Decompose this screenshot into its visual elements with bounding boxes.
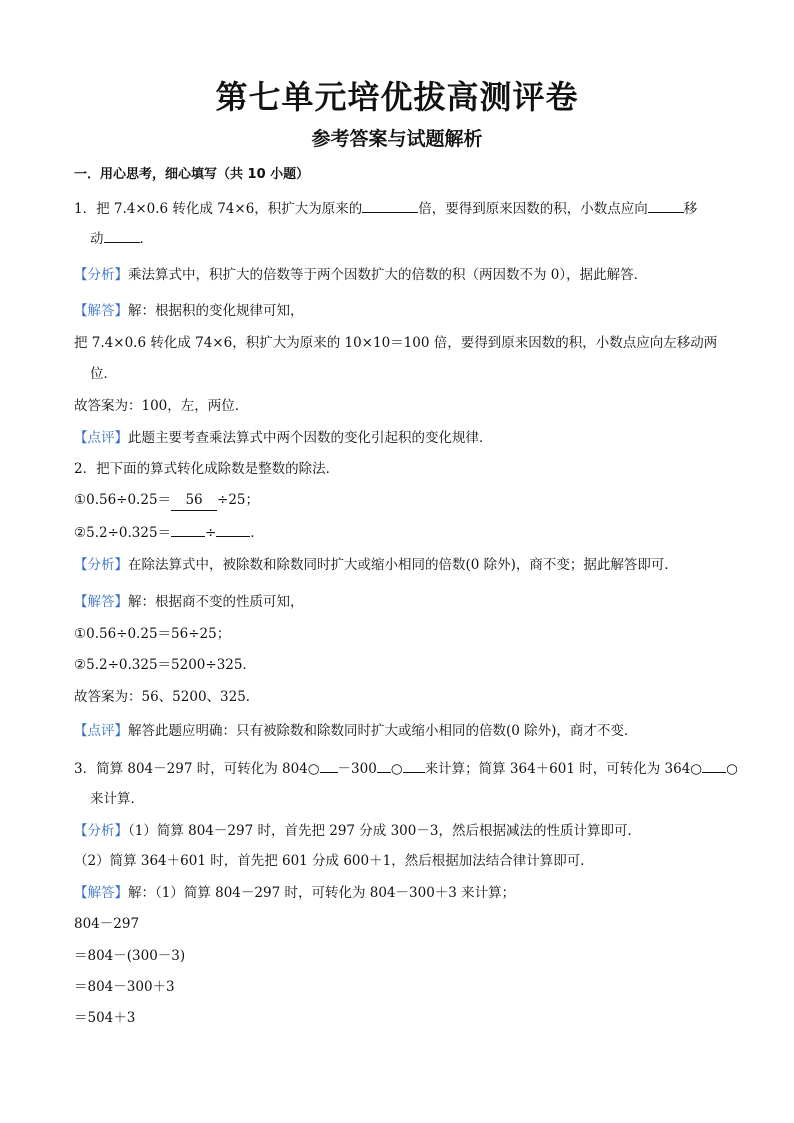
question-2-solution-line: ①0.56÷0.25＝56÷25； [74,626,231,642]
question-2-item-2: ②5.2÷0.325＝ ÷ ． [74,522,734,543]
page-subtitle: 参考答案与试题解析 [311,128,483,150]
question-3-solution: 【解答】解：（1）简算 804－297 时，可转化为 804－300＋3 来计算； [74,885,516,901]
question-2-answer: 故答案为：56、5200、325． [74,689,260,705]
question-1-analysis: 【分析】乘法算式中，积扩大的倍数等于两个因数扩大的倍数的积（两因数不为 0），据此解答． [74,267,648,283]
question-3-analysis-line: （2）简算 364＋601 时，首先把 601 分成 600＋1，然后根据加法结合律计算即可． [74,853,594,869]
answer-blank[interactable] [702,758,726,773]
question-1-stem-cont: 动 ． [90,228,750,249]
solution-tag: 【解答】 [74,594,128,610]
calculation-step: ＝504＋3 [74,1010,136,1026]
solution-tag: 【解答】 [74,885,128,901]
analysis-tag: 【分析】 [74,557,128,573]
answer-blank[interactable] [171,522,205,537]
page-title: 第七单元培优拔高测评卷 [215,78,579,116]
section-heading: 一．用心思考，细心填写（共 10 小题） [74,167,310,182]
answer-blank[interactable] [320,758,338,773]
comment-tag: 【点评】 [74,430,128,446]
question-1-solution: 【解答】解：根据积的变化规律可知， [74,303,304,319]
answer-blank[interactable] [403,758,425,773]
answer-blank[interactable] [104,228,140,243]
question-2-stem: 2．把下面的算式转化成除数是整数的除法． [74,461,340,477]
question-2-solution-line: ②5.2÷0.325＝5200÷325． [74,657,256,673]
question-1-comment: 【点评】此题主要考查乘法算式中两个因数的变化引起积的变化规律． [74,430,493,446]
question-2-solution: 【解答】解：根据商不变的性质可知， [74,594,304,610]
solution-tag: 【解答】 [74,303,128,319]
calculation-step: ＝804－300＋3 [74,979,175,995]
question-1-stem: 1．把 7.4×0.6 转化成 74×6，积扩大为原来的 倍，要得到原来因数的积，小数点应向 移 [74,198,734,219]
comment-tag: 【点评】 [74,723,128,739]
filled-answer[interactable]: 56 [171,490,217,511]
question-3-stem-cont: 来计算． [90,791,144,807]
calculation-step: ＝804－(300－3) [74,948,186,964]
question-2-analysis: 【分析】在除法算式中，被除数和除数同时扩大或缩小相同的倍数(0 除外)，商不变；据此解答即可． [74,557,678,573]
analysis-tag: 【分析】 [74,823,128,839]
question-1-solution-line: 位． [90,366,117,382]
answer-blank[interactable] [648,198,684,213]
answer-blank[interactable] [362,198,418,213]
question-2-comment: 【点评】解答此题应明确：只有被除数和除数同时扩大或缩小相同的倍数(0 除外)，商才不变． [74,723,638,739]
question-1-answer: 故答案为：100，左，两位． [74,398,249,414]
question-1-solution-line: 把 7.4×0.6 转化成 74×6，积扩大为原来的 10×10＝100 倍，要得到原来因数的积，小数点应向左移动两 [74,335,718,351]
answer-blank[interactable] [377,758,391,773]
question-3-analysis: 【分析】（1）简算 804－297 时，首先把 297 分成 300－3，然后根据减法的性质计算即可． [74,823,641,839]
question-2-item-1: ①0.56÷0.25＝ 56 ÷25； [74,490,734,511]
question-3-stem: 3．简算 804－297 时，可转化为 804○ －300 ○ 来计算；简算 364＋601 时，可转化为 364○ ○ [74,758,734,779]
analysis-tag: 【分析】 [74,267,128,283]
calculation-step: 804－297 [74,916,140,932]
answer-blank[interactable] [216,522,250,537]
